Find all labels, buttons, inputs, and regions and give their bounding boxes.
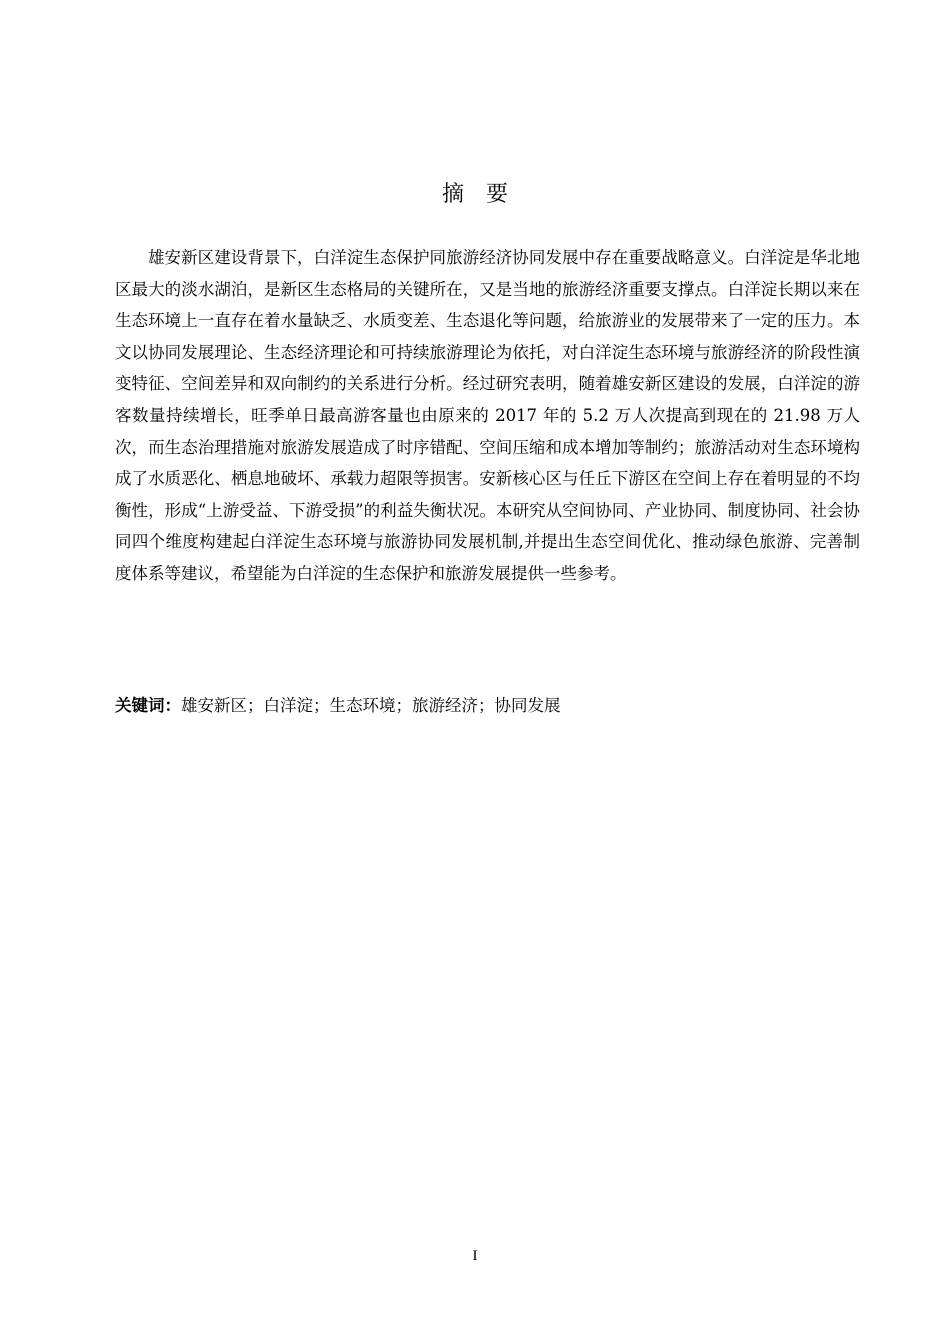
abstract-body: 雄安新区建设背景下，白洋淀生态保护同旅游经济协同发展中存在重要战略意义。白洋淀是华北地区最大的淡水湖泊，是新区生态格局的关键所在，又是当地的旅游经济重要支撑点。白洋淀长期以来在生态环境上一直存在着水量缺乏、水质变差、生态退化等问题，给旅游业的发展带来了一定的压力。本文以协同发展理论、生态经济理论和可持续旅游理论为依托，对白洋淀生态环境与旅游经济的阶段性演变特征、空间差异和双向制约的关系进行分析。经过研究表明，随着雄安新区建设的发展，白洋淀的游客数量持续增长，旺季单日最高游客量也由原来的 2017 年的 5.2 万人次提高到现在的 21.98 万人次，而生态治理措施对旅游发展造成了时序错配、空间压缩和成本增加等制约；旅游活动对生态环境构成了水质恶化、栖息地破坏、承载力超限等损害。安新核心区与任丘下游区在空间上存在着明显的不均衡性，形成“上游受益、下游受损”的利益失衡状况。本研究从空间协同、产业协同、制度协同、社会协同四个维度构建起白洋淀生态环境与旅游协同发展机制,并提出生态空间优化、推动绿色旅游、完善制度体系等建议，希望能为白洋淀的生态保护和旅游发展提供一些参考。 <box>115 248 860 583</box>
heading-char-2: 要 <box>486 182 509 207</box>
keywords-value: 雄安新区；白洋淀；生态环境；旅游经济；协同发展 <box>181 696 561 715</box>
keywords-line <box>115 690 860 722</box>
keywords-label: 关键词： <box>115 696 181 715</box>
abstract-heading <box>0 178 950 212</box>
heading-char-1: 摘 <box>441 182 464 207</box>
page-number: I <box>472 1248 478 1264</box>
